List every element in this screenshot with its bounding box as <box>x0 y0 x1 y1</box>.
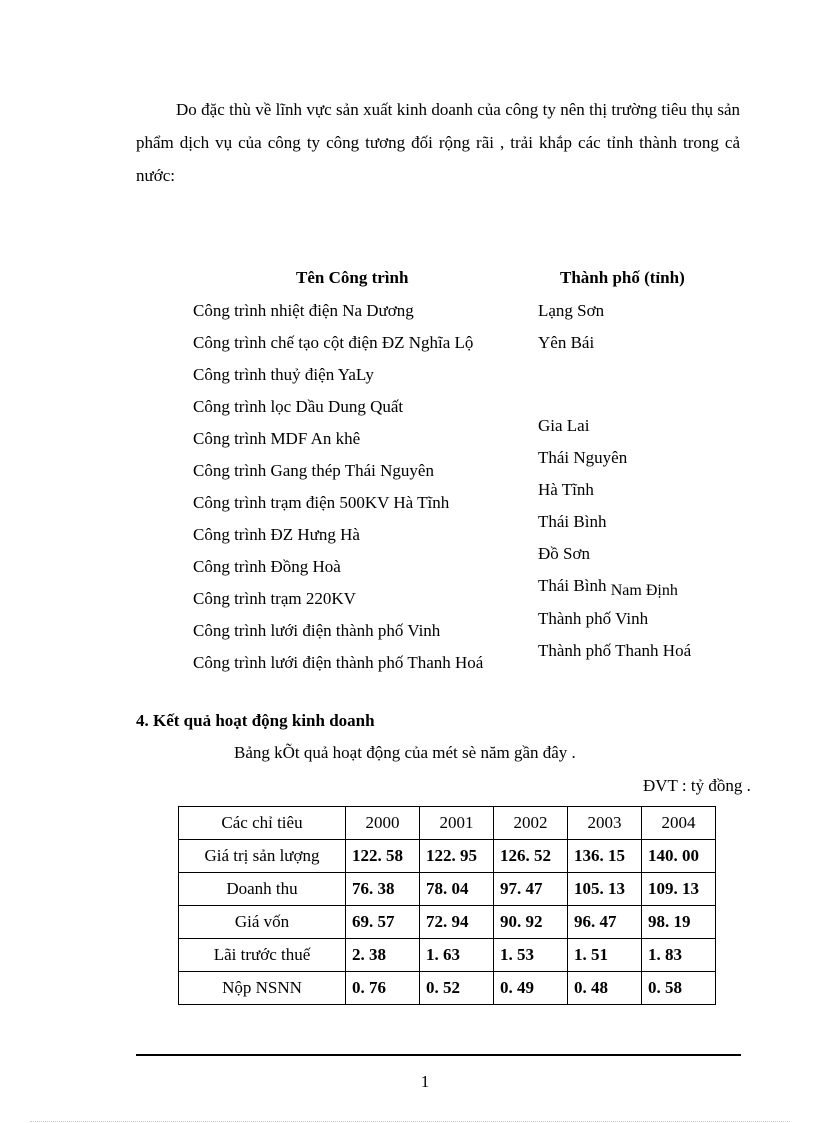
city-name: Thái Bình <box>538 576 607 595</box>
table-cell: 109. 13 <box>642 873 716 906</box>
table-cell: 96. 47 <box>568 906 642 939</box>
table-header-cell: 2002 <box>494 807 568 840</box>
table-cell: 90. 92 <box>494 906 568 939</box>
projects-header-city: Thành phố (tỉnh) <box>560 268 685 287</box>
section-title: 4. Kết quả hoạt động kinh doanh <box>136 711 375 730</box>
city-subscript: Nam Định <box>610 582 678 599</box>
city-list-top <box>538 295 604 359</box>
table-header-row <box>179 807 716 840</box>
list-item: Công trình trạm điện 500KV Hà Tĩnh <box>193 493 450 512</box>
table-cell: 2. 38 <box>346 939 420 972</box>
list-item: Công trình thuỷ điện YaLy <box>193 365 374 384</box>
results-table <box>178 806 716 1005</box>
list-item: Công trình trạm 220KV <box>193 589 356 608</box>
table-cell: 126. 52 <box>494 840 568 873</box>
list-item: Thành phố Thanh Hoá <box>538 641 692 660</box>
table-cell: 69. 57 <box>346 906 420 939</box>
table-cell: 122. 58 <box>346 840 420 873</box>
table-cell: 136. 15 <box>568 840 642 873</box>
row-label: Doanh thu <box>179 873 346 906</box>
list-item: Công trình lưới điện thành phố Vinh <box>193 621 441 640</box>
list-item: Công trình lưới điện thành phố Thanh Hoá <box>193 653 484 672</box>
table-header-cell: 2000 <box>346 807 420 840</box>
table-cell: 1. 83 <box>642 939 716 972</box>
table-header-cell: Các chỉ tiêu <box>179 807 346 840</box>
table-cell: 1. 53 <box>494 939 568 972</box>
list-item: Thành phố Vinh <box>538 609 649 628</box>
list-item: Công trình MDF An khê <box>193 429 361 448</box>
table-cell: 0. 49 <box>494 972 568 1005</box>
list-item: Hà Tĩnh <box>538 480 594 499</box>
list-item: Công trình chế tạo cột điện ĐZ Nghĩa Lộ <box>193 333 474 352</box>
list-item: Công trình nhiệt điện Na Dương <box>193 301 414 320</box>
table-cell: 0. 52 <box>420 972 494 1005</box>
list-item: Gia Lai <box>538 416 590 435</box>
table-cell: 105. 13 <box>568 873 642 906</box>
list-item: Thái Bình <box>538 512 607 531</box>
row-label: Nộp NSNN <box>179 972 346 1005</box>
table-cell: 78. 04 <box>420 873 494 906</box>
list-item: Đồ Sơn <box>538 544 590 563</box>
table-cell: 72. 94 <box>420 906 494 939</box>
table-row <box>179 906 716 939</box>
table-row <box>179 873 716 906</box>
table-cell: 0. 58 <box>642 972 716 1005</box>
table-header-cell: 2003 <box>568 807 642 840</box>
unit-label: ĐVT : tỷ đồng . <box>643 776 751 795</box>
table-caption: Bảng kÕt quả hoạt động của mét sè năm gần đây . <box>234 743 576 762</box>
table-row <box>179 939 716 972</box>
table-cell: 122. 95 <box>420 840 494 873</box>
table-header-cell: 2001 <box>420 807 494 840</box>
table-header-cell: 2004 <box>642 807 716 840</box>
projects-header-name: Tên Công trình <box>296 268 409 287</box>
row-label: Giá vốn <box>179 906 346 939</box>
footer-divider <box>136 1054 741 1056</box>
table-cell: 1. 51 <box>568 939 642 972</box>
table-row <box>179 840 716 873</box>
list-item <box>538 570 691 603</box>
list-item: Công trình Gang thép Thái Nguyên <box>193 461 434 480</box>
table-cell: 0. 76 <box>346 972 420 1005</box>
row-label: Giá trị sản lượng <box>179 840 346 873</box>
list-item: Công trình ĐZ Hưng Hà <box>193 525 360 544</box>
project-name-list <box>193 295 483 679</box>
page-number: 1 <box>420 1072 430 1091</box>
row-label: Lãi trước thuế <box>179 939 346 972</box>
intro-paragraph: Do đặc thù về lĩnh vực sản xuất kinh doanh của công ty nên thị trường tiêu thụ sản phẩm dịch vụ của công ty công tương đối rộng rãi , trải khắp các tỉnh thành trong cả nước: <box>136 100 740 185</box>
table-cell: 0. 48 <box>568 972 642 1005</box>
list-item: Lạng Sơn <box>538 301 605 320</box>
list-item: Công trình Đồng Hoà <box>193 557 341 576</box>
page-bottom-border <box>30 1121 790 1122</box>
table-cell: 1. 63 <box>420 939 494 972</box>
table-cell: 76. 38 <box>346 873 420 906</box>
city-list <box>538 410 691 667</box>
list-item: Công trình lọc Dầu Dung Quất <box>193 397 404 416</box>
list-item: Thái Nguyên <box>538 448 628 467</box>
table-cell: 140. 00 <box>642 840 716 873</box>
table-row <box>179 972 716 1005</box>
list-item: Yên Bái <box>538 333 595 352</box>
table-cell: 98. 19 <box>642 906 716 939</box>
table-cell: 97. 47 <box>494 873 568 906</box>
